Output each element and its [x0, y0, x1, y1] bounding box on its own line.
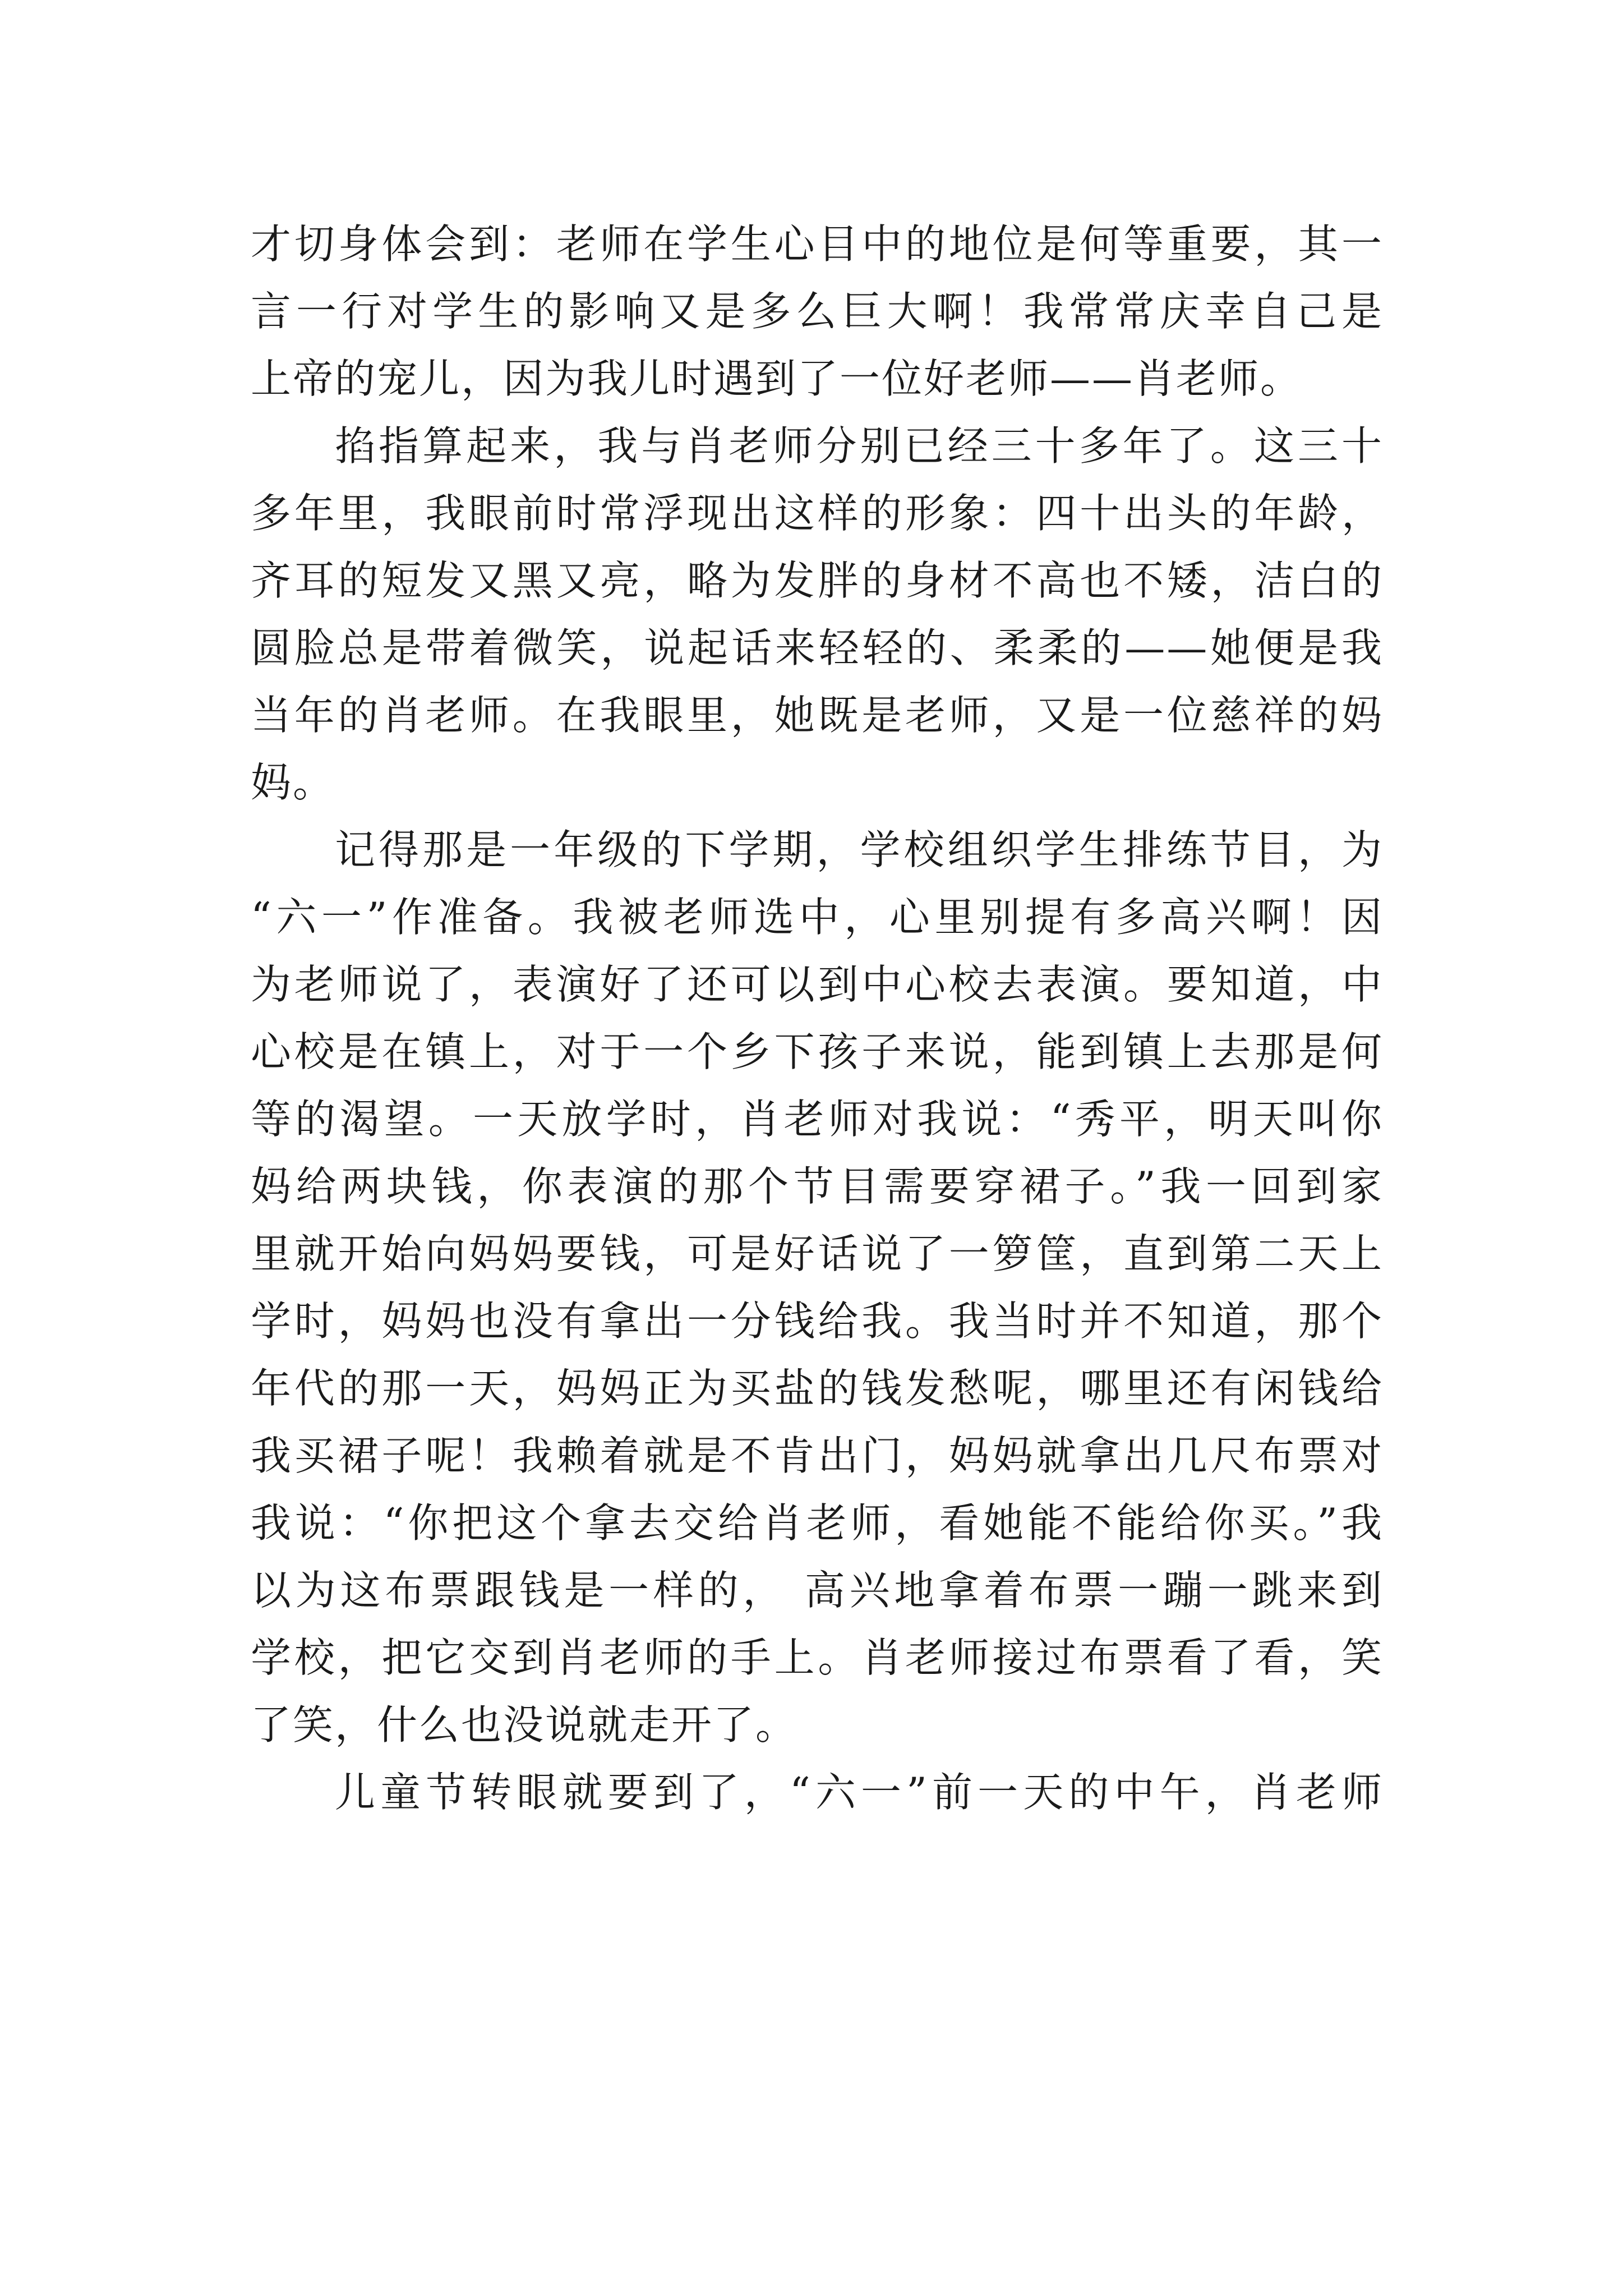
text-line: 妈。 [251, 759, 335, 806]
text-line: 我说：“你把这个拿去交给肖老师，看她能不能给你买。”我 [251, 1499, 1384, 1547]
text-line: 才切身体会到：老师在学生心目中的地位是何等重要，其一 [251, 220, 1384, 268]
text-line: 多年里，我眼前时常浮现出这样的形象：四十出头的年龄， [251, 490, 1384, 537]
text-line: 年代的那一天，妈妈正为买盐的钱发愁呢，哪里还有闲钱给 [251, 1365, 1384, 1412]
text-line: 里就开始向妈妈要钱，可是好话说了一箩筐，直到第二天上 [251, 1230, 1384, 1277]
text-line: 学校，把它交到肖老师的手上。肖老师接过布票看了看，笑 [251, 1634, 1384, 1681]
text-line: 以为这布票跟钱是一样的， 高兴地拿着布票一蹦一跳来到 [251, 1567, 1384, 1614]
body-text [251, 210, 1384, 1826]
text-line: 了笑，什么也没说就走开了。 [251, 1701, 798, 1749]
paragraph [251, 1759, 1384, 1826]
text-line: 儿童节转眼就要到了，“六一”前一天的中午，肖老师 [335, 1769, 1384, 1816]
text-line: 心校是在镇上，对于一个乡下孩子来说，能到镇上去那是何 [251, 1028, 1384, 1075]
text-line: 齐耳的短发又黑又亮，略为发胖的身材不高也不矮，洁白的 [251, 557, 1384, 604]
text-line: “六一”作准备。我被老师选中，心里别提有多高兴啊！因 [251, 894, 1384, 941]
text-line: 记得那是一年级的下学期，学校组织学生排练节目，为 [335, 826, 1384, 873]
text-line: 上帝的宠儿，因为我儿时遇到了一位好老师——肖老师。 [251, 355, 1303, 402]
text-line: 我买裙子呢！我赖着就是不肯出门，妈妈就拿出几尺布票对 [251, 1432, 1384, 1479]
text-line: 为老师说了，表演好了还可以到中心校去表演。要知道，中 [251, 961, 1384, 1008]
paragraph [251, 210, 1384, 412]
text-line: 圆脸总是带着微笑，说起话来轻轻的、柔柔的——她便是我 [251, 624, 1384, 671]
text-line: 学时，妈妈也没有拿出一分钱给我。我当时并不知道，那个 [251, 1297, 1384, 1345]
text-line: 言一行对学生的影响又是多么巨大啊！我常常庆幸自己是 [251, 288, 1384, 335]
text-line: 等的渴望。一天放学时，肖老师对我说：“秀平，明天叫你 [251, 1096, 1384, 1143]
paragraph [251, 816, 1384, 1759]
paragraph [251, 412, 1384, 816]
text-line: 妈给两块钱，你表演的那个节目需要穿裙子。”我一回到家 [251, 1163, 1384, 1210]
text-line: 当年的肖老师。在我眼里，她既是老师，又是一位慈祥的妈 [251, 692, 1384, 739]
text-line: 掐指算起来，我与肖老师分别已经三十多年了。这三十 [335, 422, 1384, 470]
